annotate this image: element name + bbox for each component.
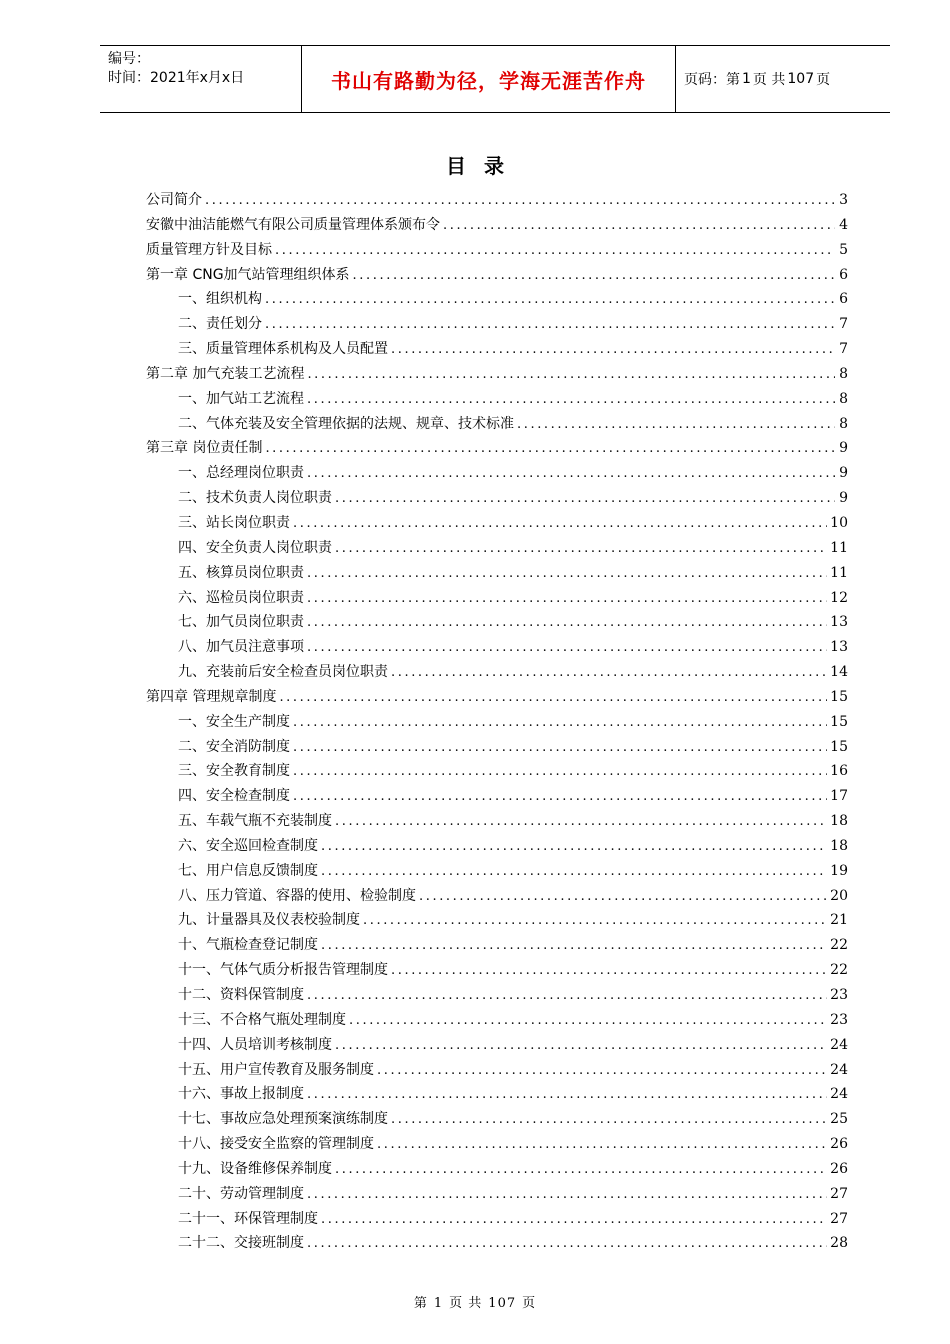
toc-leader-dots [377, 1137, 827, 1152]
toc-entry[interactable] [146, 388, 848, 413]
toc-entry[interactable] [146, 462, 848, 487]
toc-leader-dots [265, 292, 835, 307]
toc-entry[interactable] [146, 437, 848, 462]
toc-leader-dots [307, 367, 835, 382]
header-page-info [676, 46, 890, 112]
toc-leader-dots [293, 789, 827, 804]
toc-entry[interactable] [146, 810, 848, 835]
toc-entry-label: 一、总经理岗位职责 [178, 465, 304, 482]
toc-entry-label: 五、车载气瓶不充装制度 [178, 813, 332, 830]
toc-entry[interactable] [146, 413, 848, 438]
toc-entry-page: 24 [830, 1061, 848, 1078]
toc-entry-page: 3 [839, 192, 848, 208]
toc-leader-dots [307, 1236, 827, 1251]
toc-leader-dots [279, 690, 827, 705]
toc-leader-dots [321, 864, 827, 879]
toc-entry-label: 十六、事故上报制度 [178, 1086, 304, 1103]
toc-entry-page: 13 [830, 639, 848, 656]
toc-entry-label: 质量管理方针及目标 [146, 241, 272, 258]
toc-entry-label: 二十、劳动管理制度 [178, 1185, 304, 1202]
toc-entry-page: 7 [839, 341, 848, 358]
toc-leader-dots [419, 889, 827, 904]
toc-entry[interactable] [146, 363, 848, 388]
toc-entry-page: 14 [830, 664, 848, 681]
toc-leader-dots [443, 218, 835, 233]
document-number-label: 编号： [108, 51, 150, 67]
toc-leader-dots [335, 491, 835, 506]
toc-entry-page: 4 [839, 216, 848, 233]
toc-entry-label: 第一章 CNG加气站管理组织体系 [146, 266, 350, 283]
toc-entry-page: 26 [830, 1136, 848, 1153]
toc-entry[interactable] [146, 934, 848, 959]
toc-leader-dots [307, 591, 827, 606]
footer-current: 1 [433, 1296, 444, 1311]
toc-entry-page: 28 [830, 1235, 848, 1252]
table-of-contents [146, 189, 848, 1257]
toc-entry[interactable] [146, 1183, 848, 1208]
toc-entry-label: 二、技术负责人岗位职责 [178, 490, 332, 507]
toc-leader-dots [307, 466, 835, 481]
toc-leader-dots [307, 566, 827, 581]
toc-entry-label: 四、安全负责人岗位职责 [178, 539, 332, 556]
toc-leader-dots [265, 441, 835, 456]
toc-entry-page: 20 [830, 887, 848, 904]
toc-entry[interactable] [146, 1133, 848, 1158]
toc-leader-dots [377, 1063, 827, 1078]
toc-entry-label: 一、组织机构 [178, 291, 262, 308]
toc-entry-label: 三、站长岗位职责 [178, 514, 290, 531]
toc-leader-dots [307, 392, 835, 407]
toc-entry[interactable] [146, 537, 848, 562]
toc-entry-label: 二、气体充装及安全管理依据的法规、规章、技术标准 [178, 415, 514, 432]
toc-entry-label: 五、核算员岗位职责 [178, 564, 304, 581]
footer-prefix: 第 [413, 1296, 428, 1311]
toc-leader-dots [293, 516, 827, 531]
toc-entry-label: 二、安全消防制度 [178, 738, 290, 755]
toc-entry[interactable] [146, 885, 848, 910]
toc-leader-dots [391, 1112, 827, 1127]
toc-entry[interactable] [146, 313, 848, 338]
toc-leader-dots [335, 541, 827, 556]
toc-entry[interactable] [146, 1208, 848, 1233]
toc-entry-label: 八、压力管道、容器的使用、检验制度 [178, 887, 416, 904]
toc-leader-dots [335, 814, 827, 829]
toc-entry[interactable] [146, 760, 848, 785]
toc-entry[interactable] [146, 1083, 848, 1108]
toc-entry-page: 22 [830, 962, 848, 979]
toc-leader-dots [349, 1013, 827, 1028]
toc-leader-dots [391, 963, 827, 978]
toc-entry[interactable] [146, 860, 848, 885]
toc-entry-page: 19 [830, 862, 848, 879]
toc-entry[interactable] [146, 264, 848, 289]
toc-entry[interactable] [146, 1034, 848, 1059]
toc-entry-label: 八、加气员注意事项 [178, 639, 304, 656]
toc-leader-dots [353, 268, 835, 283]
toc-entry[interactable] [146, 736, 848, 761]
toc-entry[interactable] [146, 909, 848, 934]
toc-leader-dots [307, 988, 827, 1003]
toc-entry[interactable] [146, 1059, 848, 1084]
toc-entry-label: 第三章 岗位责任制 [146, 440, 263, 457]
toc-entry[interactable] [146, 214, 848, 239]
toc-entry[interactable] [146, 984, 848, 1009]
toc-entry-label: 四、安全检查制度 [178, 788, 290, 805]
toc-leader-dots [335, 1162, 827, 1177]
toc-entry-page: 5 [839, 241, 848, 258]
toc-entry-page: 8 [839, 390, 848, 407]
toc-entry-page: 25 [830, 1111, 848, 1128]
toc-entry-page: 17 [830, 788, 848, 805]
toc-entry[interactable] [146, 959, 848, 984]
footer-suffix: 页 [522, 1296, 537, 1311]
toc-entry[interactable] [146, 587, 848, 612]
toc-leader-dots [517, 417, 835, 432]
toc-entry-label: 十三、不合格气瓶处理制度 [178, 1011, 346, 1028]
toc-entry-label: 公司简介 [146, 192, 202, 208]
header-motto: 书山有路勤为径，学海无涯苦作舟 [302, 46, 676, 112]
toc-leader-dots [293, 715, 827, 730]
toc-leader-dots [265, 317, 835, 332]
toc-entry-page: 27 [830, 1210, 848, 1227]
page-footer [0, 1292, 950, 1311]
toc-leader-dots [307, 1087, 827, 1102]
toc-entry-page: 15 [830, 738, 848, 755]
toc-entry-page: 15 [830, 713, 848, 730]
toc-entry-label: 六、安全巡回检查制度 [178, 837, 318, 854]
toc-entry-label: 第四章 管理规章制度 [146, 688, 277, 705]
toc-entry[interactable] [146, 1009, 848, 1034]
toc-leader-dots [391, 342, 835, 357]
toc-entry-page: 6 [839, 266, 848, 283]
toc-entry-label: 十九、设备维修保养制度 [178, 1160, 332, 1177]
footer-mid: 页 共 [449, 1296, 483, 1311]
toc-leader-dots [321, 938, 827, 953]
toc-entry-label: 十八、接受安全监察的管理制度 [178, 1136, 374, 1153]
toc-entry-label: 三、质量管理体系机构及人员配置 [178, 341, 388, 358]
toc-entry-page: 12 [830, 589, 848, 606]
toc-entry-label: 十二、资料保管制度 [178, 987, 304, 1003]
toc-leader-dots [307, 1187, 827, 1202]
toc-entry[interactable] [146, 338, 848, 363]
toc-entry-label: 三、安全教育制度 [178, 763, 290, 780]
header-page-prefix: 页码：第 [684, 72, 740, 88]
toc-entry-label: 十、气瓶检查登记制度 [178, 937, 318, 954]
toc-entry-label: 一、安全生产制度 [178, 713, 290, 730]
document-time: 时间：2021年x月x日 [108, 70, 245, 86]
toc-leader-dots [321, 1212, 827, 1227]
toc-entry-label: 十四、人员培训考核制度 [178, 1036, 332, 1053]
toc-entry[interactable] [146, 487, 848, 512]
toc-entry-page: 18 [830, 837, 848, 854]
toc-entry-page: 13 [830, 614, 848, 631]
page-header [100, 45, 890, 113]
header-page-suffix: 页 [816, 72, 831, 88]
toc-entry[interactable] [146, 239, 848, 264]
toc-entry[interactable] [146, 661, 848, 686]
toc-entry-label: 七、加气员岗位职责 [178, 614, 304, 631]
toc-entry-label: 二、责任划分 [178, 316, 262, 333]
toc-leader-dots [275, 243, 835, 258]
toc-entry-page: 11 [830, 564, 848, 581]
header-page-current: 1 [742, 71, 751, 87]
toc-entry-label: 九、计量器具及仪表校验制度 [178, 912, 360, 929]
toc-entry[interactable] [146, 512, 848, 537]
toc-entry[interactable] [146, 686, 848, 711]
toc-entry[interactable] [146, 562, 848, 587]
toc-entry[interactable] [146, 785, 848, 810]
toc-entry-label: 二十二、交接班制度 [178, 1235, 304, 1252]
toc-entry[interactable] [146, 835, 848, 860]
toc-entry-label: 六、巡检员岗位职责 [178, 589, 304, 606]
toc-leader-dots [307, 640, 827, 655]
toc-entry[interactable] [146, 1158, 848, 1183]
toc-leader-dots [321, 839, 827, 854]
toc-entry-page: 26 [830, 1160, 848, 1177]
toc-entry-page: 15 [830, 688, 848, 705]
toc-entry-page: 9 [839, 465, 848, 482]
toc-entry-label: 一、加气站工艺流程 [178, 390, 304, 407]
header-meta [100, 46, 302, 112]
toc-entry-label: 十五、用户宣传教育及服务制度 [178, 1061, 374, 1078]
toc-entry-label: 九、充装前后安全检查员岗位职责 [178, 664, 388, 681]
toc-entry-page: 8 [839, 365, 848, 382]
toc-entry-label: 第二章 加气充装工艺流程 [146, 365, 305, 382]
toc-entry-page: 6 [839, 291, 848, 308]
toc-leader-dots [391, 665, 827, 680]
toc-entry-page: 9 [839, 490, 848, 507]
toc-entry-page: 23 [830, 987, 848, 1003]
toc-leader-dots [293, 740, 827, 755]
toc-entry-page: 24 [830, 1036, 848, 1053]
toc-entry-page: 22 [830, 937, 848, 954]
toc-entry[interactable] [146, 611, 848, 636]
header-page-total: 107 [787, 71, 815, 87]
toc-entry[interactable] [146, 1108, 848, 1133]
toc-entry-page: 10 [830, 514, 848, 531]
toc-entry-page: 9 [839, 440, 848, 457]
footer-total: 107 [488, 1296, 517, 1311]
toc-entry-label: 十七、事故应急处理预案演练制度 [178, 1111, 388, 1128]
toc-entry-label: 二十一、环保管理制度 [178, 1210, 318, 1227]
toc-leader-dots [307, 615, 827, 630]
toc-entry-page: 18 [830, 813, 848, 830]
toc-entry-label: 安徽中油洁能燃气有限公司质量管理体系颁布令 [146, 216, 440, 233]
toc-leader-dots [363, 913, 827, 928]
toc-entry-label: 七、用户信息反馈制度 [178, 862, 318, 879]
toc-entry[interactable] [146, 1232, 848, 1257]
toc-entry[interactable] [146, 636, 848, 661]
toc-entry[interactable] [146, 288, 848, 313]
toc-entry-page: 11 [830, 539, 848, 556]
toc-entry[interactable] [146, 711, 848, 736]
toc-entry-page: 27 [830, 1185, 848, 1202]
toc-entry-page: 8 [839, 415, 848, 432]
header-page-mid: 页 共 [752, 72, 786, 88]
toc-title: 目录 [446, 154, 522, 178]
toc-entry-page: 21 [830, 912, 848, 929]
toc-entry-label: 十一、气体气质分析报告管理制度 [178, 962, 388, 979]
toc-entry-page: 7 [839, 316, 848, 333]
toc-entry[interactable] [146, 189, 848, 214]
toc-leader-dots [205, 193, 835, 208]
toc-leader-dots [335, 1038, 827, 1053]
toc-entry-page: 24 [830, 1086, 848, 1103]
toc-leader-dots [293, 764, 827, 779]
toc-entry-page: 23 [830, 1011, 848, 1028]
toc-entry-page: 16 [830, 763, 848, 780]
